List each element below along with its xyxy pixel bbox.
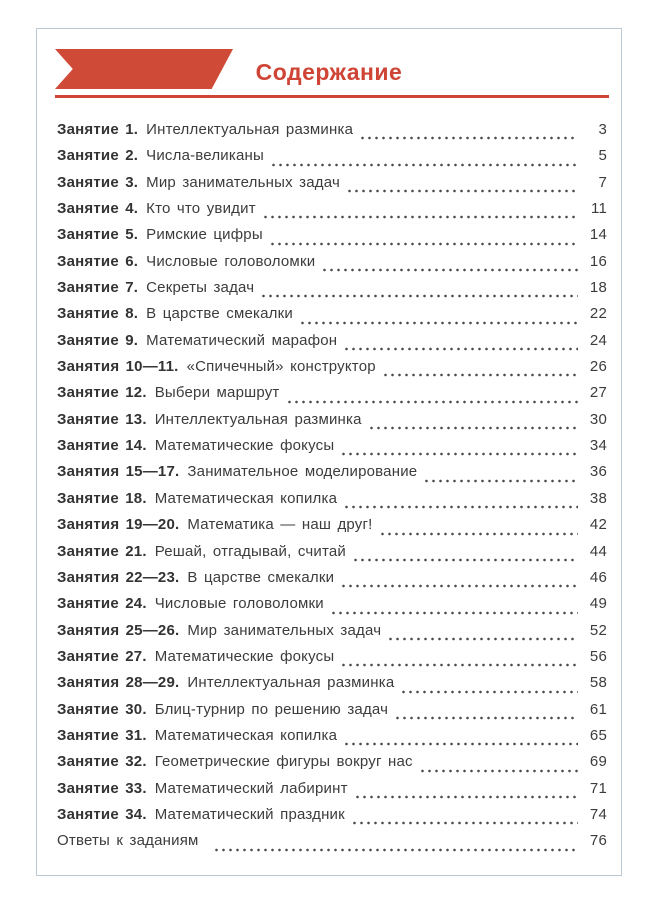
toc-entry-page: 30 bbox=[589, 410, 607, 428]
toc-entry-page: 11 bbox=[591, 200, 607, 218]
toc-entry-leader bbox=[382, 371, 578, 379]
toc-entry bbox=[57, 358, 607, 384]
title-underline bbox=[55, 95, 609, 98]
toc-entry-label: Занятие 4. bbox=[57, 200, 139, 218]
toc-entry-label: Занятие 6. bbox=[57, 252, 139, 270]
toc-entry-leader bbox=[213, 846, 578, 854]
toc-entry-label: Занятие 18. bbox=[57, 489, 147, 507]
toc-entry bbox=[57, 200, 607, 226]
toc-entry bbox=[57, 411, 607, 437]
toc-entry-label: Занятие 31. bbox=[57, 726, 147, 744]
toc-entry bbox=[57, 279, 607, 305]
toc-entry-page: 5 bbox=[598, 147, 607, 165]
toc-entry-title: В царстве смекалки bbox=[187, 568, 335, 586]
toc-entry bbox=[57, 701, 607, 727]
toc-entry-page: 44 bbox=[589, 542, 607, 560]
toc-entry-label: Занятие 33. bbox=[57, 779, 147, 797]
toc-entry-title: Интеллектуальная разминка bbox=[187, 674, 395, 692]
toc-entry bbox=[57, 121, 607, 147]
toc-entry-page: 14 bbox=[589, 226, 607, 244]
toc-entry-page: 26 bbox=[589, 358, 607, 376]
toc-entry-page: 74 bbox=[589, 805, 607, 823]
toc-entry-title: Мир занимательных задач bbox=[146, 173, 340, 191]
toc-entry-label: Занятия 22—23. bbox=[57, 568, 180, 586]
toc-entry bbox=[57, 437, 607, 463]
toc-entry-page: 36 bbox=[589, 463, 607, 481]
toc-entry-title: Математический марафон bbox=[146, 331, 338, 349]
toc-entry-title: Математический праздник bbox=[154, 805, 345, 823]
toc-entry-label: Занятие 30. bbox=[57, 700, 147, 718]
toc-entry bbox=[57, 174, 607, 200]
toc-entry bbox=[57, 332, 607, 358]
toc-entry-leader bbox=[352, 556, 578, 564]
toc-entry-leader bbox=[260, 292, 578, 300]
toc-entry bbox=[57, 516, 607, 542]
toc-entry bbox=[57, 648, 607, 674]
toc-entry-leader bbox=[359, 134, 578, 142]
toc-entry-leader bbox=[423, 477, 578, 485]
toc-entry-page: 61 bbox=[589, 700, 607, 718]
toc-entry-leader bbox=[340, 450, 578, 458]
toc-entry-leader bbox=[400, 688, 578, 696]
toc-entry-title: Блиц-турнир по решению задач bbox=[154, 700, 389, 718]
toc-entry-label: Занятие 24. bbox=[57, 595, 147, 613]
toc-answers-label: Ответы к заданиям bbox=[57, 832, 199, 850]
toc-entry-leader bbox=[299, 319, 578, 327]
toc-entry-page: 76 bbox=[589, 832, 607, 850]
toc-entry-page: 22 bbox=[589, 305, 607, 323]
toc-header bbox=[37, 29, 621, 99]
toc-entry-title: Математические фокусы bbox=[154, 647, 335, 665]
toc-entry bbox=[57, 595, 607, 621]
toc-entry-title: Интеллектуальная разминка bbox=[154, 410, 362, 428]
toc-entry-leader bbox=[379, 530, 578, 538]
toc-entry-label: Занятия 10—11. bbox=[57, 358, 179, 376]
toc-entry bbox=[57, 622, 607, 648]
toc-entry-leader bbox=[340, 661, 578, 669]
toc-entry-label: Занятие 7. bbox=[57, 279, 139, 297]
toc-entry bbox=[57, 384, 607, 410]
toc-entry-label: Занятие 8. bbox=[57, 305, 139, 323]
toc-entry-label: Занятие 14. bbox=[57, 437, 147, 455]
toc-entry-title: Решай, отгадывай, считай bbox=[154, 542, 346, 560]
toc-entry-label: Занятия 15—17. bbox=[57, 463, 180, 481]
toc-entry-leader bbox=[394, 714, 578, 722]
page-title: Содержание bbox=[255, 59, 403, 85]
toc-entry-leader bbox=[419, 767, 578, 775]
toc-entry-page: 3 bbox=[598, 121, 607, 138]
toc-entry-label: Занятия 25—26. bbox=[57, 621, 180, 639]
toc-entry-leader bbox=[368, 424, 578, 432]
toc-entry-leader bbox=[354, 793, 578, 801]
toc-entry-label: Занятие 13. bbox=[57, 410, 147, 428]
toc-entry-leader bbox=[340, 582, 578, 590]
toc-entry-title: «Спичечный» конструктор bbox=[186, 358, 376, 376]
toc-entry-page: 58 bbox=[589, 674, 607, 692]
toc-entry bbox=[57, 780, 607, 806]
toc-entry-label: Занятие 21. bbox=[57, 542, 147, 560]
toc-entry-title: Римские цифры bbox=[146, 226, 263, 244]
toc-entry-leader bbox=[330, 609, 578, 617]
toc-entry-title: Математические фокусы bbox=[154, 437, 335, 455]
toc-entry bbox=[57, 753, 607, 779]
toc-entry bbox=[57, 253, 607, 279]
toc-entry bbox=[57, 727, 607, 753]
toc-entry-title: Секреты задач bbox=[146, 279, 255, 297]
toc-entry bbox=[57, 305, 607, 331]
toc-entry bbox=[57, 569, 607, 595]
toc-entry-leader bbox=[343, 345, 578, 353]
toc-entry-label: Занятие 12. bbox=[57, 384, 147, 402]
toc-entry-title: Математика — наш друг! bbox=[187, 516, 373, 534]
toc-entry-leader bbox=[346, 187, 578, 195]
toc-entry-leader bbox=[351, 819, 578, 827]
toc-entry-label: Занятия 19—20. bbox=[57, 516, 180, 534]
toc-entry bbox=[57, 674, 607, 700]
toc-entry-leader bbox=[286, 398, 578, 406]
toc-entry-label: Занятия 28—29. bbox=[57, 674, 180, 692]
toc-entry bbox=[57, 463, 607, 489]
toc-entry bbox=[57, 147, 607, 173]
toc-entry-page: 38 bbox=[589, 489, 607, 507]
toc-entry-title: Математический лабиринт bbox=[154, 779, 348, 797]
toc-entry-page: 46 bbox=[589, 568, 607, 586]
toc-entry-leader bbox=[270, 161, 578, 169]
toc-entry-page: 34 bbox=[589, 437, 607, 455]
toc-entry-title: Числовые головоломки bbox=[154, 595, 324, 613]
toc-entry-title: Занимательное моделирование bbox=[187, 463, 418, 481]
toc-entry-title: Числовые головоломки bbox=[146, 252, 316, 270]
toc-entry-page: 65 bbox=[589, 726, 607, 744]
toc-entry-title: Выбери маршрут bbox=[154, 384, 280, 402]
toc-entry-label: Занятие 9. bbox=[57, 331, 139, 349]
toc-entry bbox=[57, 806, 607, 832]
toc-entry-leader bbox=[321, 266, 578, 274]
toc-entry-title: В царстве смекалки bbox=[146, 305, 293, 323]
toc-entry-leader bbox=[262, 213, 578, 221]
toc-entry-page: 18 bbox=[589, 279, 607, 297]
toc-entry-label: Занятие 5. bbox=[57, 226, 139, 244]
toc-entry-page: 49 bbox=[589, 595, 607, 613]
toc-entry bbox=[57, 490, 607, 516]
book-page bbox=[36, 28, 622, 876]
toc-entry-label: Занятие 27. bbox=[57, 647, 147, 665]
table-of-contents bbox=[57, 121, 607, 859]
toc-entry-title: Числа-великаны bbox=[146, 147, 264, 165]
toc-entry-title: Мир занимательных задач bbox=[187, 621, 382, 639]
toc-entry-title: Кто что увидит bbox=[146, 200, 256, 218]
toc-entry-title: Интеллектуальная разминка bbox=[146, 121, 354, 138]
toc-entry-title: Математическая копилка bbox=[154, 726, 338, 744]
toc-entry-leader bbox=[343, 740, 578, 748]
toc-entry-leader bbox=[343, 503, 578, 511]
toc-entry-page: 24 bbox=[589, 331, 607, 349]
toc-entry-page: 69 bbox=[589, 753, 607, 771]
toc-entry-page: 71 bbox=[589, 779, 607, 797]
toc-entry-page: 42 bbox=[589, 516, 607, 534]
toc-entry-title: Геометрические фигуры вокруг нас bbox=[154, 753, 413, 771]
toc-entry-page: 16 bbox=[589, 252, 607, 270]
toc-entry-label: Занятие 34. bbox=[57, 805, 147, 823]
toc-entry-page: 52 bbox=[589, 621, 607, 639]
toc-entry bbox=[57, 543, 607, 569]
toc-answers-entry bbox=[57, 832, 607, 858]
toc-entry-page: 7 bbox=[598, 173, 607, 191]
toc-entry-page: 56 bbox=[589, 647, 607, 665]
toc-entry bbox=[57, 226, 607, 252]
toc-entry-label: Занятие 2. bbox=[57, 147, 139, 165]
toc-entry-page: 27 bbox=[589, 384, 607, 402]
toc-entry-leader bbox=[269, 240, 578, 248]
toc-entry-leader bbox=[387, 635, 578, 643]
toc-entry-label: Занятие 1. bbox=[57, 121, 139, 138]
toc-entry-label: Занятие 3. bbox=[57, 173, 139, 191]
toc-entry-label: Занятие 32. bbox=[57, 753, 147, 771]
toc-entry-title: Математическая копилка bbox=[154, 489, 338, 507]
